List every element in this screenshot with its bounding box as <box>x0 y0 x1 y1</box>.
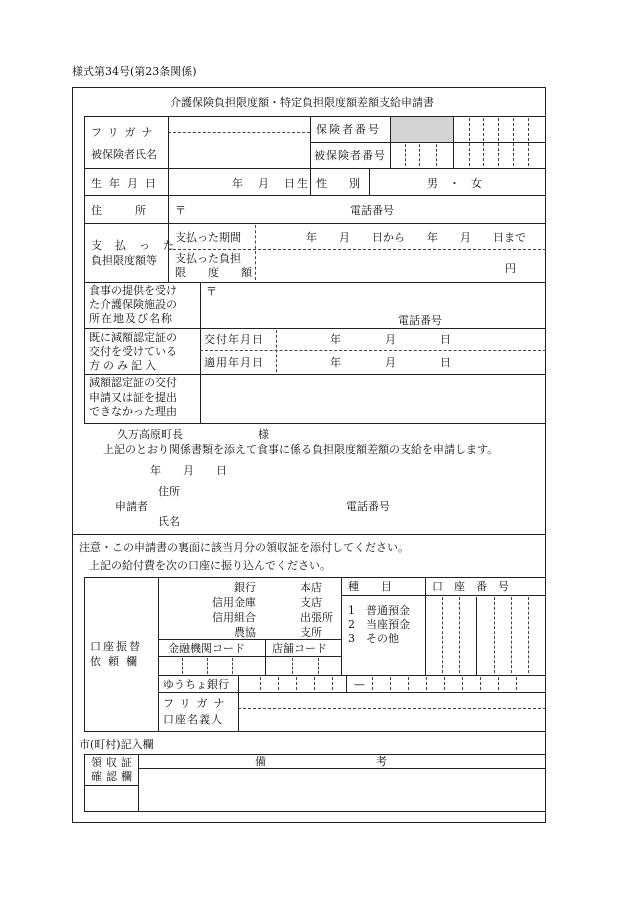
birth-date-field[interactable]: 年 月 日生 <box>232 177 310 190</box>
reason-label-3: できなかった理由 <box>89 405 177 418</box>
address-label: 住 所 <box>91 204 146 217</box>
facility-label-3: 所在地及び名称 <box>89 312 173 325</box>
gender-options[interactable]: 男 ・ 女 <box>427 177 482 190</box>
branch-type-office: 出張所 <box>300 611 333 624</box>
request-text: 上記のとおり関係書類を添えて食事に係る負担限度額差額の支給を申請します。 <box>103 443 499 456</box>
insured-number-label: 被保険者番号 <box>314 149 386 162</box>
gender-label: 性 別 <box>316 177 360 190</box>
already-label-3: 方のみ記入 <box>89 359 159 372</box>
paid-amount-label-1: 支払った負担 <box>175 252 241 265</box>
facility-label-2: た介護保険施設の <box>89 298 177 311</box>
applicant-name-label: 氏名 <box>158 515 180 528</box>
receipt-label-1: 領収証 <box>91 756 136 769</box>
bank-type-shinkin: 信用金庫 <box>212 596 256 609</box>
applicant-label: 申請者 <box>115 500 148 513</box>
paid-period-field[interactable]: 年 月 日から 年 月 日まで <box>306 231 526 244</box>
reason-label-2: 申請又は証を提出 <box>89 391 177 404</box>
form-number: 様式第34号(第23条関係) <box>72 65 197 78</box>
insured-name-label: 被保険者氏名 <box>91 148 157 161</box>
form-title: 介護保険負担限度額・特定負担限度額差額支給申請書 <box>170 96 434 109</box>
honorific: 様 <box>258 428 269 441</box>
applicant-address-label: 住所 <box>158 485 180 498</box>
issue-date-label: 交付年月日 <box>204 333 264 346</box>
transfer-label-1: 口座振替 <box>90 640 142 653</box>
city-section-label: 市(町村)記入欄 <box>79 738 154 751</box>
paid-period-label: 支払った期間 <box>175 231 241 244</box>
transfer-label-2: 依頼欄 <box>90 655 144 668</box>
issue-date-field[interactable]: 年 月 日 <box>330 333 451 346</box>
bank-type-shinkumi: 信用組合 <box>212 611 256 624</box>
yucho-label: ゆうちょ銀行 <box>163 678 229 691</box>
account-type-header: 種 目 <box>348 580 392 593</box>
account-type-current[interactable]: 2 当座預金 <box>348 618 410 631</box>
address-phone-label: 電話番号 <box>350 204 394 217</box>
remarks-header: 備 考 <box>255 755 387 768</box>
reason-label-1: 減額認定証の交付 <box>89 376 177 389</box>
account-type-ordinary[interactable]: 1 普通預金 <box>348 604 410 617</box>
already-label-2: 交付を受けている <box>89 345 177 358</box>
yen-unit: 円 <box>505 262 516 275</box>
insurer-number-label: 保険者番号 <box>316 123 381 136</box>
branch-type-main: 本店 <box>300 581 322 594</box>
bank-type-nokyo: 農協 <box>234 626 256 639</box>
paid-label-2: 負担限度額等 <box>91 254 157 267</box>
reason-field[interactable] <box>202 376 544 422</box>
facility-phone-label: 電話番号 <box>398 314 442 327</box>
applicant-phone-label: 電話番号 <box>346 500 390 513</box>
holder-furigana-label: フリガナ <box>163 697 231 710</box>
paid-label-1: 支 払 っ た <box>91 239 175 252</box>
paid-amount-label-2: 限 度 額 <box>175 266 252 279</box>
insured-number-field[interactable] <box>393 150 513 166</box>
furigana-label: フリガナ <box>91 126 159 139</box>
account-number-header: 口 座 番 号 <box>432 580 509 593</box>
facility-postal-mark: 〒 <box>206 285 217 298</box>
bank-code-label: 金融機関コード <box>168 642 245 655</box>
application-date[interactable]: 年 月 日 <box>150 464 227 477</box>
holder-name-label: 口座名義人 <box>163 713 223 726</box>
birth-date-label: 生年月日 <box>91 177 163 190</box>
insurer-number-shaded <box>391 117 453 142</box>
transfer-request-text: 上記の給付費を次の口座に振り込んでください。 <box>89 559 331 572</box>
lower-section-border <box>72 535 546 823</box>
facility-label-1: 食事の提供を受け <box>89 284 177 297</box>
account-type-other[interactable]: 3 その他 <box>348 632 399 645</box>
note-text: 注意・この申請書の裏面に該当月分の領収証を添付してください。 <box>79 541 409 554</box>
branch-type-sub: 支所 <box>300 626 322 639</box>
yucho-separator: — <box>354 678 365 691</box>
apply-date-field[interactable]: 年 月 日 <box>330 356 451 369</box>
branch-code-label: 店舗コード <box>272 642 327 655</box>
already-label-1: 既に減額認定証の <box>89 331 177 344</box>
branch-type-branch: 支店 <box>300 596 322 609</box>
apply-date-label: 適用年月日 <box>204 356 264 369</box>
bank-type-bank: 銀行 <box>234 581 256 594</box>
postal-mark: 〒 <box>175 204 186 217</box>
receipt-label-2: 確認欄 <box>91 770 136 783</box>
mayor-label: 久万高原町長 <box>117 428 183 441</box>
